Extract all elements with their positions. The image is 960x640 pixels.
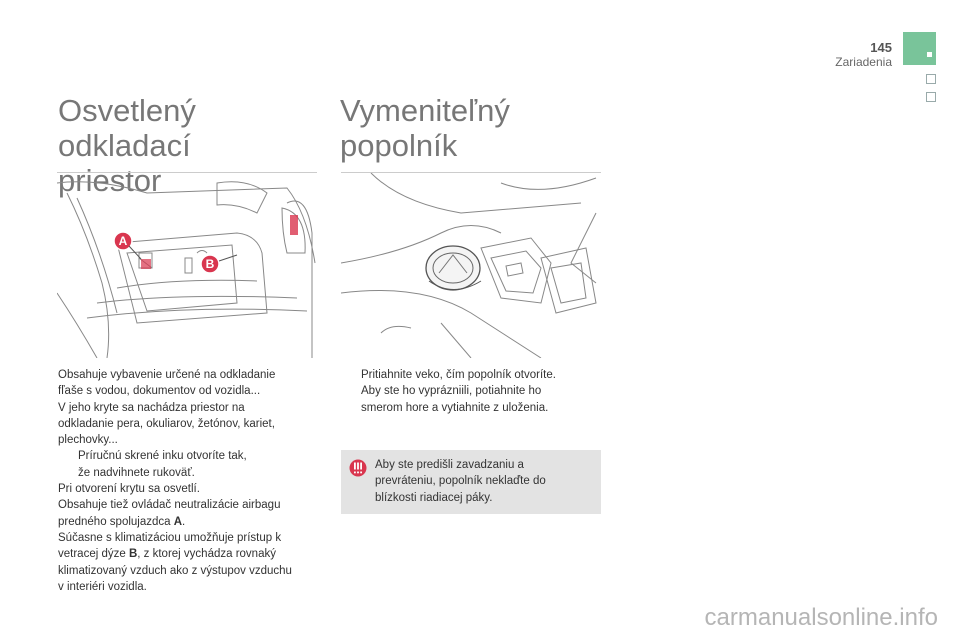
ashtray-description [341, 367, 603, 416]
tab-marker-icon [927, 52, 932, 57]
warning-icon [349, 459, 367, 477]
bullet-item: Aby ste ho vyprázniili, potiahnite ho smerom hore a vytiahnite z uloženia. [361, 385, 549, 414]
svg-text:A: A [118, 234, 128, 248]
airbag-switch-marker [141, 259, 151, 269]
ashtray-illustration [341, 172, 601, 358]
svg-text:B: B [205, 257, 215, 271]
paragraph: V jeho kryte sa nachádza priestor na odkladanie pera, okuliarov, žetónov, kariet, plechovky... [58, 401, 275, 447]
bullet-item: Pritiahnite veko, čím popolník otvoríte. [361, 369, 556, 381]
glovebox-drawing [57, 173, 317, 358]
paragraph: Obsahuje vybavenie určené na odkladanie fľaše s vodou, dokumentov od vozidla... [58, 369, 276, 398]
paragraph: Obsahuje tiež ovládač neutralizácie airbagu predného spolujazdca A. [58, 499, 281, 528]
section-title-glovebox: Osvetlený odkladací priestor [58, 93, 196, 198]
section-tab-active[interactable] [903, 32, 936, 65]
section-title-ashtray: Vymeniteľný popolník [340, 93, 510, 163]
callout-b [201, 255, 237, 273]
glovebox-description [58, 367, 323, 595]
glovebox-illustration [57, 172, 317, 358]
ashtray-drawing [341, 173, 601, 358]
bullet-item: Príručnú skrené inku otvoríte tak, že nadvihnete rukoväť. [78, 450, 247, 479]
warning-note: Aby ste predišli zavadzaniu a prevráteniu, popolník neklaďte do blízkosti riadiacej páky. [341, 450, 601, 514]
section-name: Zariadenia [835, 55, 892, 69]
watermark: carmanualsonline.info [704, 604, 938, 631]
section-tab[interactable] [926, 92, 936, 102]
paragraph: Pri otvorení krytu sa osvetlí. [58, 483, 200, 496]
page-number: 145 [870, 40, 892, 55]
section-tab[interactable] [926, 74, 936, 84]
ashtray-cup [426, 246, 481, 290]
paragraph: Súčasne s klimatizáciou umožňuje prístup k vetracej dýze B, z ktorej vychádza rovnaký klimatizovaný vzduch ako z výstupov vzduchu v interiéri vozidla. [58, 531, 292, 593]
